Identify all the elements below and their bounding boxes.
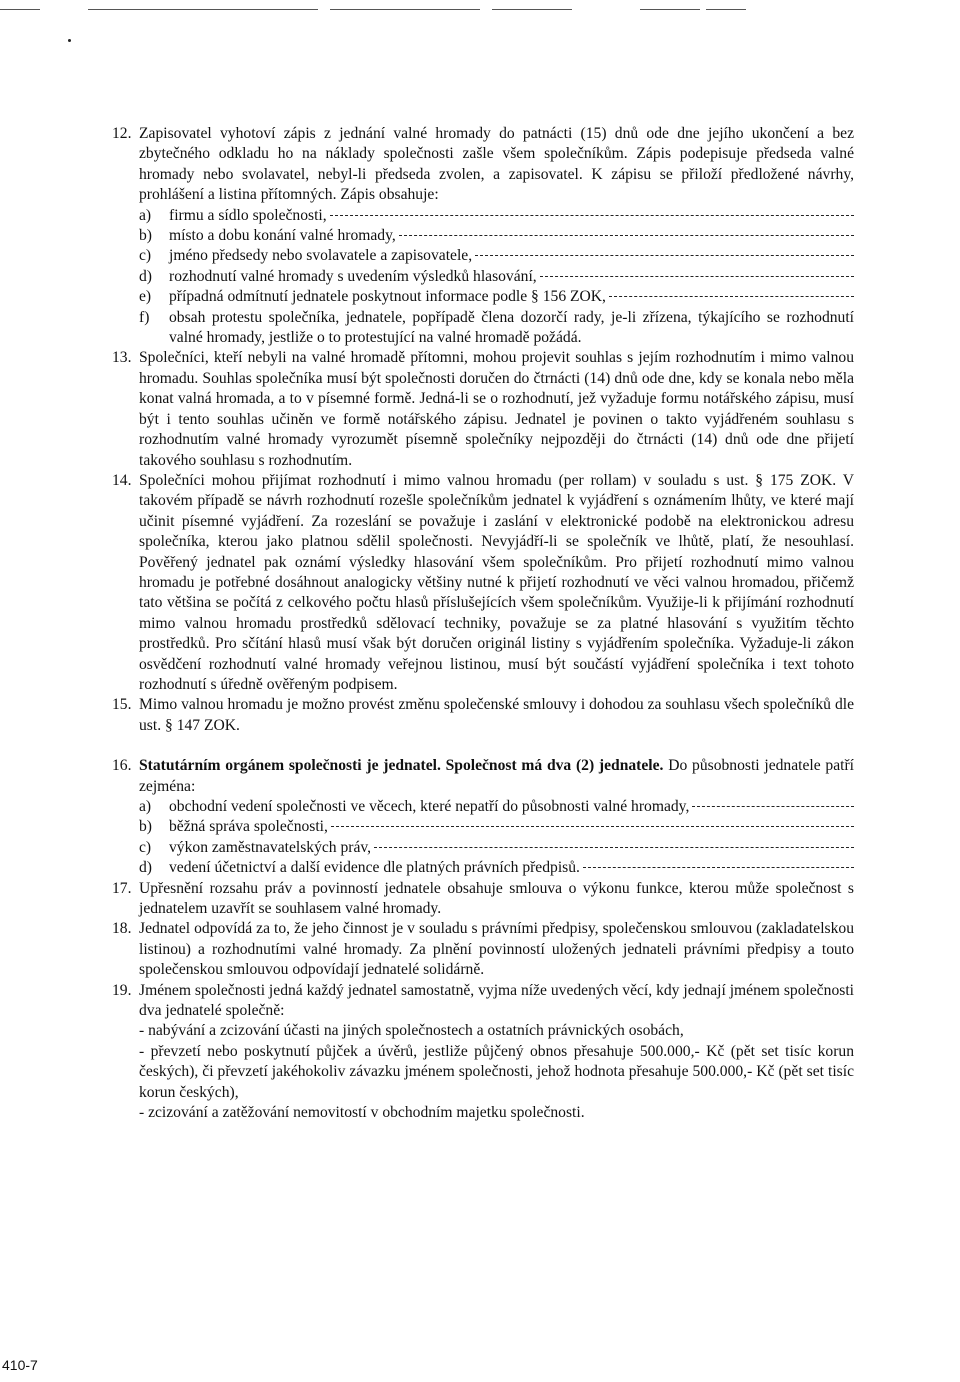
clause-12	[112, 124, 854, 348]
clause-17: 17. Upřesnění rozsahu práv a povinností jednatele obsahuje smlouva o výkonu funkce, kterou může společnost s jednatelem uzavřít se souhlasem valné hromady.	[112, 879, 854, 920]
page-label: 410-7	[2, 1357, 38, 1373]
sub-item-a: a) obchodní vedení společnosti ve věcech, které nepatří do působnosti valné hromady,	[139, 797, 854, 817]
clause-13: 13. Společníci, kteří nebyli na valné hromadě přítomni, mohou projevit souhlas s jejím rozhodnutím i mimo valnou hromadu. Souhlas společníka musí být společnosti doručen do čtrnácti (14) dnů ode dne, kdy se konala nebo měla konat valná hromada, a to v písemné formě. Jedná-li se o rozhodnutí, jež vyžaduje formu notářského zápisu, musí být i tento souhlas učiněn ve formě notářského zápisu. Jednatel je povinen o takto vyjádřeném souhlasu s rozhodnutím valné hromady vyrozumět písemně společníky nejpozději do čtrnácti (14) dnů ode dne přijetí takového souhlasu s rozhodnutím.	[112, 348, 854, 470]
sub-item-a: a) firmu a sídlo společnosti,	[139, 206, 854, 226]
clause-text: Jménem společnosti jedná každý jednatel samostatně, vyjma níže uvedených věcí, kdy jednají jménem společnosti dva jednatelé společně:	[139, 981, 854, 1020]
scan-top-border	[0, 9, 960, 11]
sub-item-b: b) místo a dobu konání valné hromady,	[139, 226, 854, 246]
sub-item-e: e) případná odmítnutí jednatele poskytnout informace podle § 156 ZOK,	[139, 287, 854, 307]
clause-text: Jednatel odpovídá za to, že jeho činnost je v souladu s právními předpisy, společenskou smlouvou (zakladatelskou listinou) a rozhodnutími valné hromady. Za plnění povinností uložených jednateli právními předpisy a touto společenskou smlouvou odpovídají jednatelé solidárně.	[139, 920, 854, 979]
clause-text: Statutárním orgánem společnosti je jednatel. Společnost má dva (2) jednatele. Do působnosti jednatele patří zejména:	[139, 757, 854, 795]
clause-text: Mimo valnou hromadu je možno provést změnu společenské smlouvy i dohodou za souhlasu všech společníků dle ust. § 147 ZOK.	[139, 696, 854, 734]
dash-item: - nabývání a zcizování účasti na jiných společnostech a ostatních právnických osobách,	[139, 1022, 684, 1040]
scan-speck	[68, 39, 71, 42]
sub-item-b: b) běžná správa společnosti,	[139, 817, 854, 837]
dash-item: - zcizování a zatěžování nemovitostí v obchodním majetku společnosti.	[139, 1104, 585, 1122]
clause-16: 16. Statutárním orgánem společnosti je jednatel. Společnost má dva (2) jednatele. Do působnosti jednatele patří zejména: a) obchodní vedení společnosti ve věcech, které nepatří do působnosti valné hromady, b) běžná správa společnosti, c) výkon zaměstnavatelských práv, d) vedení účetnictví a další evidence dle platných právních předpisů.	[112, 756, 854, 878]
sub-item-d: d) vedení účetnictví a další evidence dle platných právních předpisů.	[139, 858, 854, 878]
sub-item-d: d) rozhodnutí valné hromady s uvedením výsledků hlasování,	[139, 267, 854, 287]
sub-item-f: f) obsah protestu společníka, jednatele, popřípadě člena dozorčí rady, je-li zřízena, týkajícího se rozhodnutí valné hromady, jestliže o to protestující na valné hromadě požádá.	[139, 308, 854, 347]
clause-text: Společníci, kteří nebyli na valné hromadě přítomni, mohou projevit souhlas s jejím rozhodnutím i mimo valnou hromadu. Souhlas společníka musí být společnosti doručen do čtrnácti (14) dnů ode dne, kdy se konala nebo měla konat valná hromada, a to v písemné formě. Jedná-li se o rozhodnutí, jež vyžaduje formu notářského zápisu, musí být i tento souhlas učiněn ve formě notářského zápisu. Jednatel je povinen o takto vyjádřeném souhlasu s rozhodnutím valné hromady vyrozumět písemně společníky nejpozději do čtrnácti (14) dnů ode dne přijetí takového souhlasu s rozhodnutím.	[139, 349, 854, 469]
clause-19: 19. Jménem společnosti jedná každý jednatel samostatně, vyjma níže uvedených věcí, kdy jednají jménem společnosti dva jednatelé společně: - nabývání a zcizování účasti na jiných společnostech a ostatních právnických osobách, - převzetí nebo poskytnutí půjček a úvěrů, jestliže půjčený obnos přesahuje 500.000,- Kč (pět set tisíc korun českých), či převzetí jakéhokoliv závazku jménem společnosti, jehož hodnota přesahuje 500.000,- Kč (pět set tisíc korun českých), - zcizování a zatěžování nemovitostí v obchodním majetku společnosti.	[112, 981, 854, 1124]
clause-18: 18. Jednatel odpovídá za to, že jeho činnost je v souladu s právními předpisy, společenskou smlouvou (zakladatelskou listinou) a rozhodnutími valné hromady. Za plnění povinností uložených jednateli právními předpisy a touto společenskou smlouvou odpovídají jednatelé solidárně.	[112, 919, 854, 980]
clause-text: Společníci mohou přijímat rozhodnutí i mimo valnou hromadu (per rollam) v souladu s ust. § 175 ZOK. V takovém případě se návrh rozhodnutí rozešle společníkům jednatel k vyjádření s oznámením lhůty, ve které mají učinit písemné vyjádření. Za rozeslání se považuje i zaslání v elektronické podobě na elektronickou adresu společníka, kterou jako platnou sdělil společnosti. Nevyjádří-li se společník ve lhůtě, platí, že nesouhlasí. Pověřený jednatel pak oznámí výsledky hlasování všem společníkům. Pro přijetí rozhodnutí mimo valnou hromadu je potřebné dosáhnout analogicky většiny nutné k přijetí rozhodnutí ve věci valnou hromadou, přičemž tato většina se počítá z celkového počtu hlasů příslušejících všem společníkům. Využije-li k přijímání rozhodnutí mimo valnou hromadu prostředků sdělovací techniky, považuje se za platné hlasování s využitím těchto prostředků. Pro sčítání hlasů musí však být doručen originál listiny s vyjádřením společníka. Vyžaduje-li zákon osvědčení rozhodnutí valné hromady veřejnou listinou, musí být součástí vyjádření společníka i text tohoto rozhodnutí s úředně ověřeným podpisem.	[139, 471, 854, 693]
clause-15: 15. Mimo valnou hromadu je možno provést změnu společenské smlouvy i dohodou za souhlasu všech společníků dle ust. § 147 ZOK.	[112, 695, 854, 736]
sub-item-c: c) výkon zaměstnavatelských práv,	[139, 838, 854, 858]
document-body	[112, 124, 854, 1124]
clause-text: Zapisovatel vyhotoví zápis z jednání valné hromady do patnácti (15) dnů ode dne jejího ukončení a bez zbytečného odkladu ho na náklady společnosti zašle všem společníkům. Zápis podepisuje předseda valné hromady nebo svolavatel, nebyl-li předseda zvolen, a zapisovatel. K zápisu se přiloží předložené návrhy, prohlášení a listina přítomných. Zápis obsahuje:	[139, 125, 854, 204]
clause-text: Upřesnění rozsahu práv a povinností jednatele obsahuje smlouva o výkonu funkce, kterou může společnost s jednatelem uzavřít se souhlasem valné hromady.	[139, 879, 854, 918]
sub-item-c: c) jméno předsedy nebo svolavatele a zapisovatele,	[139, 246, 854, 266]
clause-14: 14. Společníci mohou přijímat rozhodnutí i mimo valnou hromadu (per rollam) v souladu s ust. § 175 ZOK. V takovém případě se návrh rozhodnutí rozešle společníkům jednatel k vyjádření s oznámením lhůty, ve které mají učinit písemné vyjádření. Za rozeslání se považuje i zaslání v elektronické podobě na elektronickou adresu společníka, kterou jako platnou sdělil společnosti. Nevyjádří-li se společník ve lhůtě, platí, že nesouhlasí. Pověřený jednatel pak oznámí výsledky hlasování všem společníkům. Pro přijetí rozhodnutí mimo valnou hromadu je potřebné dosáhnout analogicky většiny nutné k přijetí rozhodnutí ve věci valnou hromadou, přičemž tato většina se počítá z celkového počtu hlasů příslušejících všem společníkům. Využije-li k přijímání rozhodnutí mimo valnou hromadu prostředků sdělovací techniky, považuje se za platné hlasování s využitím těchto prostředků. Pro sčítání hlasů musí však být doručen originál listiny s vyjádřením společníka. Vyžaduje-li zákon osvědčení rozhodnutí valné hromady veřejnou listinou, musí být součástí vyjádření společníka i text tohoto rozhodnutí s úředně ověřeným podpisem.	[112, 471, 854, 695]
clause-heading-bold: Statutárním orgánem společnosti je jednatel. Společnost má dva (2) jednatele.	[139, 757, 664, 775]
clause-number: 12.	[112, 125, 132, 142]
dash-item: - převzetí nebo poskytnutí půjček a úvěrů, jestliže půjčený obnos přesahuje 500.000,- Kč (pět set tisíc korun českých), či převzetí jakéhokoliv závazku jménem společnosti, jehož hodnota přesahuje 500.000,- Kč (pět set tisíc korun českých),	[139, 1042, 854, 1101]
